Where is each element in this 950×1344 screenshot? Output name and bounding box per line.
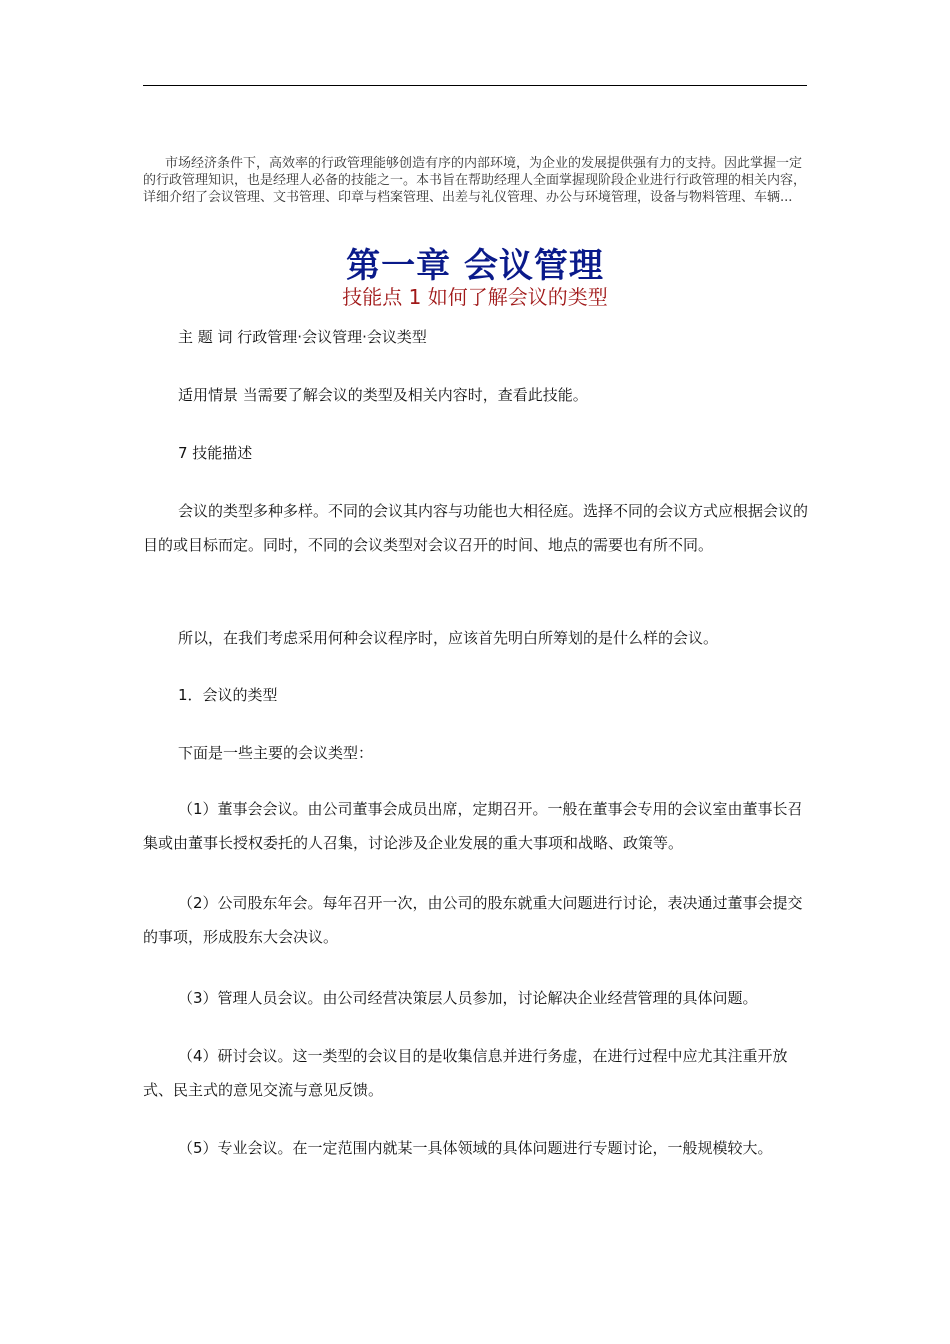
body-paragraph-1: 会议的类型多种多样。不同的会议其内容与功能也大相径庭。选择不同的会议方式应根据会议的目的或目标而定。同时，不同的会议类型对会议召开的时间、地点的需要也有所不同。 — [143, 502, 809, 554]
list-heading: 1．会议的类型 — [178, 686, 278, 704]
chapter-title: 第一章 会议管理 — [346, 246, 604, 286]
section-heading: 7 技能描述 — [178, 444, 253, 462]
keywords-line: 主 题 词 行政管理·会议管理·会议类型 — [178, 328, 427, 346]
list-item-4: （4）研讨会议。这一类型的会议目的是收集信息并进行务虚，在进行过程中应尤其注重开放式、民主式的意见交流与意见反馈。 — [143, 1047, 788, 1099]
list-intro: 下面是一些主要的会议类型： — [178, 744, 374, 762]
list-item-2: （2）公司股东年会。每年召开一次，由公司的股东就重大问题进行讨论，表决通过董事会提交的事项，形成股东大会决议。 — [143, 894, 803, 946]
list-item-5: （5）专业会议。在一定范围内就某一具体领域的具体问题进行专题讨论，一般规模较大。 — [178, 1139, 773, 1157]
list-item-3: （3）管理人员会议。由公司经营决策层人员参加，讨论解决企业经营管理的具体问题。 — [178, 989, 758, 1007]
header-rule — [143, 85, 807, 86]
skill-subtitle: 技能点 1 如何了解会议的类型 — [342, 285, 608, 309]
intro-paragraph: 市场经济条件下，高效率的行政管理能够创造有序的内部环境，为企业的发展提供强有力的支持。因此掌握一定的行政管理知识，也是经理人必备的技能之一。本书旨在帮助经理人全面掌握现阶段企业进行行政管理的相关内容，详细介绍了会议管理、文书管理、印章与档案管理、出差与礼仪管理、办公与环境管理，设备与物料管理、车辆... — [143, 156, 807, 205]
list-item-1: （1）董事会会议。由公司董事会成员出席，定期召开。一般在董事会专用的会议室由董事长召集或由董事长授权委托的人召集，讨论涉及企业发展的重大事项和战略、政策等。 — [143, 800, 803, 852]
scenario-line: 适用情景 当需要了解会议的类型及相关内容时，查看此技能。 — [178, 386, 588, 404]
body-paragraph-2: 所以，在我们考虑采用何种会议程序时，应该首先明白所筹划的是什么样的会议。 — [178, 629, 719, 647]
